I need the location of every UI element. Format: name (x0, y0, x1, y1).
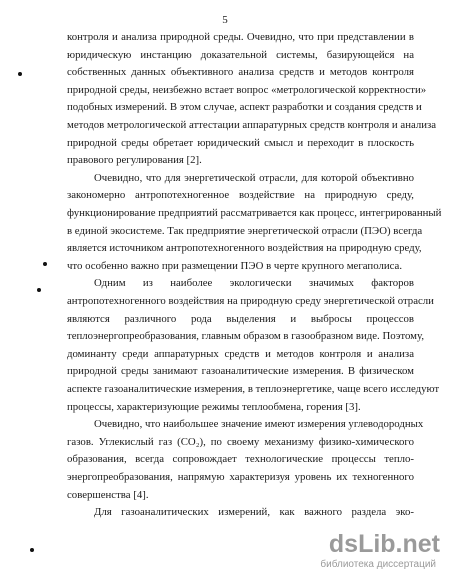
text-line: аспекте газоаналитические измерения, в теплоэнергетике, чаще всего исследуют (67, 383, 440, 395)
margin-dot (30, 548, 34, 552)
text-line: образования, всегда сопровождает технологические процессы тепло- (67, 453, 414, 466)
text-line: газов. Углекислый газ (CO₂), по своему механизму физико-химического (67, 435, 414, 448)
text-line: юридическую инстанцию доказательной системы, базирующейся на (67, 48, 414, 61)
text-line: что особенно важно при размещении ПЭО в черте крупного мегаполиса. (67, 259, 403, 272)
margin-dot (18, 72, 22, 76)
text-line: Очевидно, что наибольшее значение имеют измерения углеводородных (94, 418, 424, 431)
text-line: доминанту среди аппаратурных средств и методов контроля и анализа (67, 347, 414, 360)
text-line: контроля и анализа природной среды. Очевидно, что при представлении в (67, 31, 414, 43)
watermark (300, 530, 440, 574)
text-line: энергопреобразования, напрямую характеризуя уровень их техногенного (67, 471, 414, 483)
text-line: собственных данных объективного анализа средств и методов контроля (67, 66, 414, 79)
watermark-subtitle: библиотека диссертаций (320, 559, 436, 570)
text-line: Одним из наиболее экологически значимых факторов (94, 277, 414, 290)
text-line: природной среды обретает юридический смысл и переходит в плоскость (67, 136, 414, 149)
watermark-logo: dsLib.net (328, 530, 440, 558)
text-line: природной среды, неизбежно встает вопрос «метрологической корректности» (67, 83, 427, 96)
text-line: правового регулирования [2]. (67, 154, 202, 167)
text-line: Очевидно, что для энергетической отрасли, для которой объективно (94, 171, 414, 184)
text-line: Для газоаналитических измерений, как важного раздела эко- (94, 506, 414, 519)
text-line: антропотехногенного воздействия на природную среду энергетической отрасли (67, 295, 434, 307)
text-line: совершенства [4]. (67, 488, 149, 501)
text-line: функционирование предприятий рассматривается как процесс, интегрированный (67, 207, 442, 219)
text-line: процессы, характеризующие режимы теплообмена, горения [3]. (67, 400, 361, 413)
text-line: являются различного рода выделения и выбросы процессов (67, 312, 414, 325)
page-number: 5 (222, 14, 228, 26)
text-line: подобных измерений. В этом случае, аспект разработки и создания средств и (67, 101, 422, 114)
text-line: является источником антропотехногенного воздействия на природную среду, (67, 242, 422, 255)
text-line: теплоэнергопреобразования, главным образом в газообразном виде. Поэтому, (67, 330, 425, 343)
text-line: закономерно антропотехногенное воздействие на природную среду, (67, 189, 414, 202)
text-line: методов метрологической аттестации аппаратурных средств контроля и анализа (67, 119, 437, 131)
text-line: природной среды занимают газоаналитические измерения. В физическом (67, 365, 414, 378)
margin-dot (43, 262, 47, 266)
text-line: в единой экосистеме. Так предприятие энергетической отрасли (ПЭО) всегда (67, 224, 423, 237)
margin-dot (37, 288, 41, 292)
